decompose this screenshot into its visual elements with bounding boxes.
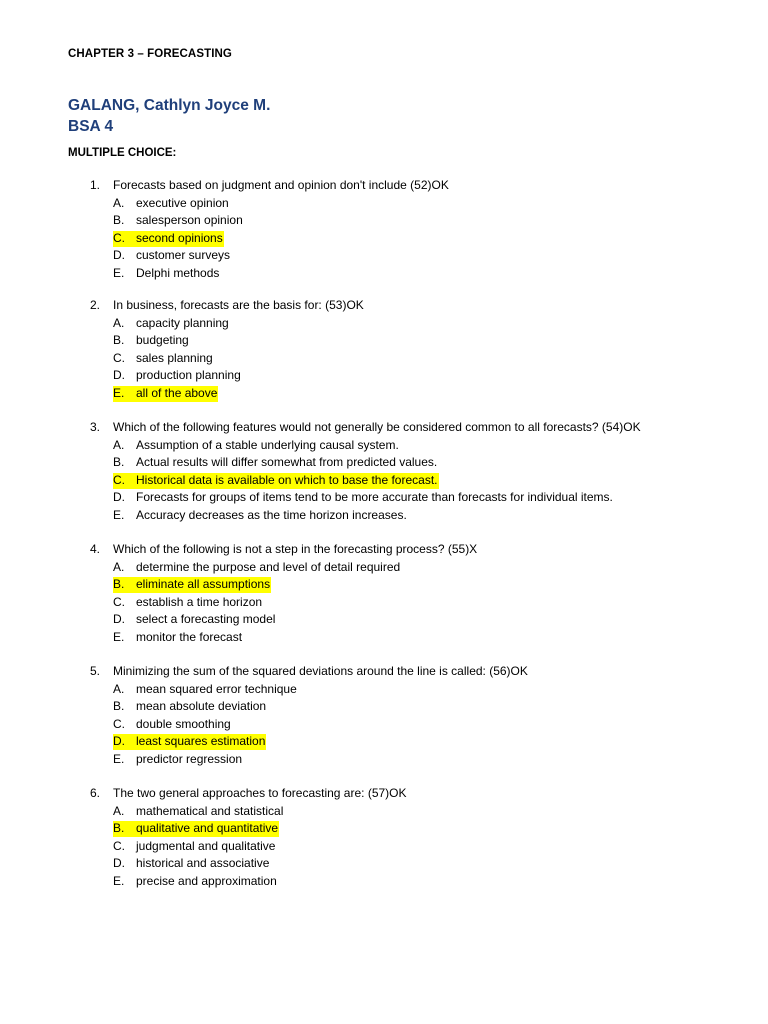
option-text: all of the above [136, 385, 218, 400]
option-text: monitor the forecast [136, 629, 243, 644]
student-course: BSA 4 [68, 118, 114, 135]
option-letter: B. [113, 821, 125, 835]
option-text: eliminate all assumptions [136, 577, 271, 591]
question-number: 3. [90, 420, 101, 434]
option-text: Historical data is available on which to base the forecast. [136, 472, 438, 487]
option-text: double smoothing [136, 716, 231, 731]
option-text: second opinions [136, 230, 223, 245]
option-letter: B. [113, 577, 125, 591]
option-text: least squares estimation [136, 734, 266, 748]
option-letter: A. [113, 195, 125, 210]
option-text: establish a time horizon [136, 594, 263, 609]
option-letter: C. [113, 838, 125, 853]
option-letter: D. [113, 856, 125, 870]
option-text: judgmental and qualitative [136, 838, 276, 853]
option-text: Assumption of a stable underlying causal system. [136, 437, 399, 452]
option-text: Accuracy decreases as the time horizon increases. [136, 507, 407, 522]
option-letter: D. [113, 248, 125, 262]
option-letter: B. [113, 333, 125, 347]
option-letter: B. [113, 699, 125, 713]
question-number: 5. [90, 664, 101, 678]
question-text: Which of the following features would not generally be considered common to all forecasts? (54)OK [113, 420, 641, 434]
option-text: mathematical and statistical [136, 803, 284, 818]
option-letter: C. [113, 472, 125, 487]
option-letter: C. [113, 594, 125, 609]
option-letter: B. [113, 455, 125, 469]
option-letter: E. [113, 385, 125, 400]
option-text: capacity planning [136, 315, 229, 330]
option-text: budgeting [136, 333, 189, 347]
question-text: Minimizing the sum of the squared deviations around the line is called: (56)OK [113, 664, 528, 678]
question-number: 1. [90, 178, 101, 192]
student-name: GALANG, Cathlyn Joyce M. [68, 97, 271, 114]
question-number: 4. [90, 542, 101, 556]
option-letter: E. [113, 629, 125, 644]
section-heading: MULTIPLE CHOICE: [68, 147, 177, 159]
option-text: qualitative and quantitative [136, 821, 279, 835]
option-letter: D. [113, 368, 125, 382]
option-letter: E. [113, 507, 125, 522]
option-letter: D. [113, 490, 125, 504]
chapter-title: CHAPTER 3 – FORECASTING [68, 48, 232, 60]
option-text: historical and associative [136, 856, 270, 870]
option-text: determine the purpose and level of detail required [136, 559, 401, 574]
option-letter: E. [113, 873, 125, 888]
option-text: Actual results will differ somewhat from predicted values. [136, 455, 438, 469]
question-number: 2. [90, 298, 101, 312]
option-text: mean squared error technique [136, 681, 297, 696]
question-text: Forecasts based on judgment and opinion don't include (52)OK [113, 178, 449, 192]
option-text: precise and approximation [136, 873, 277, 888]
option-letter: E. [113, 751, 125, 766]
option-letter: E. [113, 265, 125, 280]
option-text: predictor regression [136, 751, 243, 766]
option-letter: C. [113, 230, 125, 245]
question-text: The two general approaches to forecasting are: (57)OK [113, 786, 407, 800]
option-letter: B. [113, 213, 125, 227]
option-text: salesperson opinion [136, 213, 243, 227]
option-letter: A. [113, 681, 125, 696]
option-letter: C. [113, 350, 125, 365]
option-letter: A. [113, 559, 125, 574]
option-text: executive opinion [136, 195, 229, 210]
option-text: mean absolute deviation [136, 699, 267, 713]
option-text: sales planning [136, 350, 213, 365]
option-text: production planning [136, 368, 241, 382]
question-text: Which of the following is not a step in the forecasting process? (55)X [113, 542, 478, 556]
option-letter: A. [113, 437, 125, 452]
option-text: Delphi methods [136, 265, 220, 280]
option-text: customer surveys [136, 248, 231, 262]
option-text: select a forecasting model [136, 612, 276, 626]
question-text: In business, forecasts are the basis for: (53)OK [113, 298, 364, 312]
question-number: 6. [90, 786, 101, 800]
option-letter: A. [113, 315, 125, 330]
option-text: Forecasts for groups of items tend to be more accurate than forecasts for individual items. [136, 490, 613, 504]
option-letter: D. [113, 612, 125, 626]
option-letter: C. [113, 716, 125, 731]
option-letter: D. [113, 734, 125, 748]
option-letter: A. [113, 803, 125, 818]
